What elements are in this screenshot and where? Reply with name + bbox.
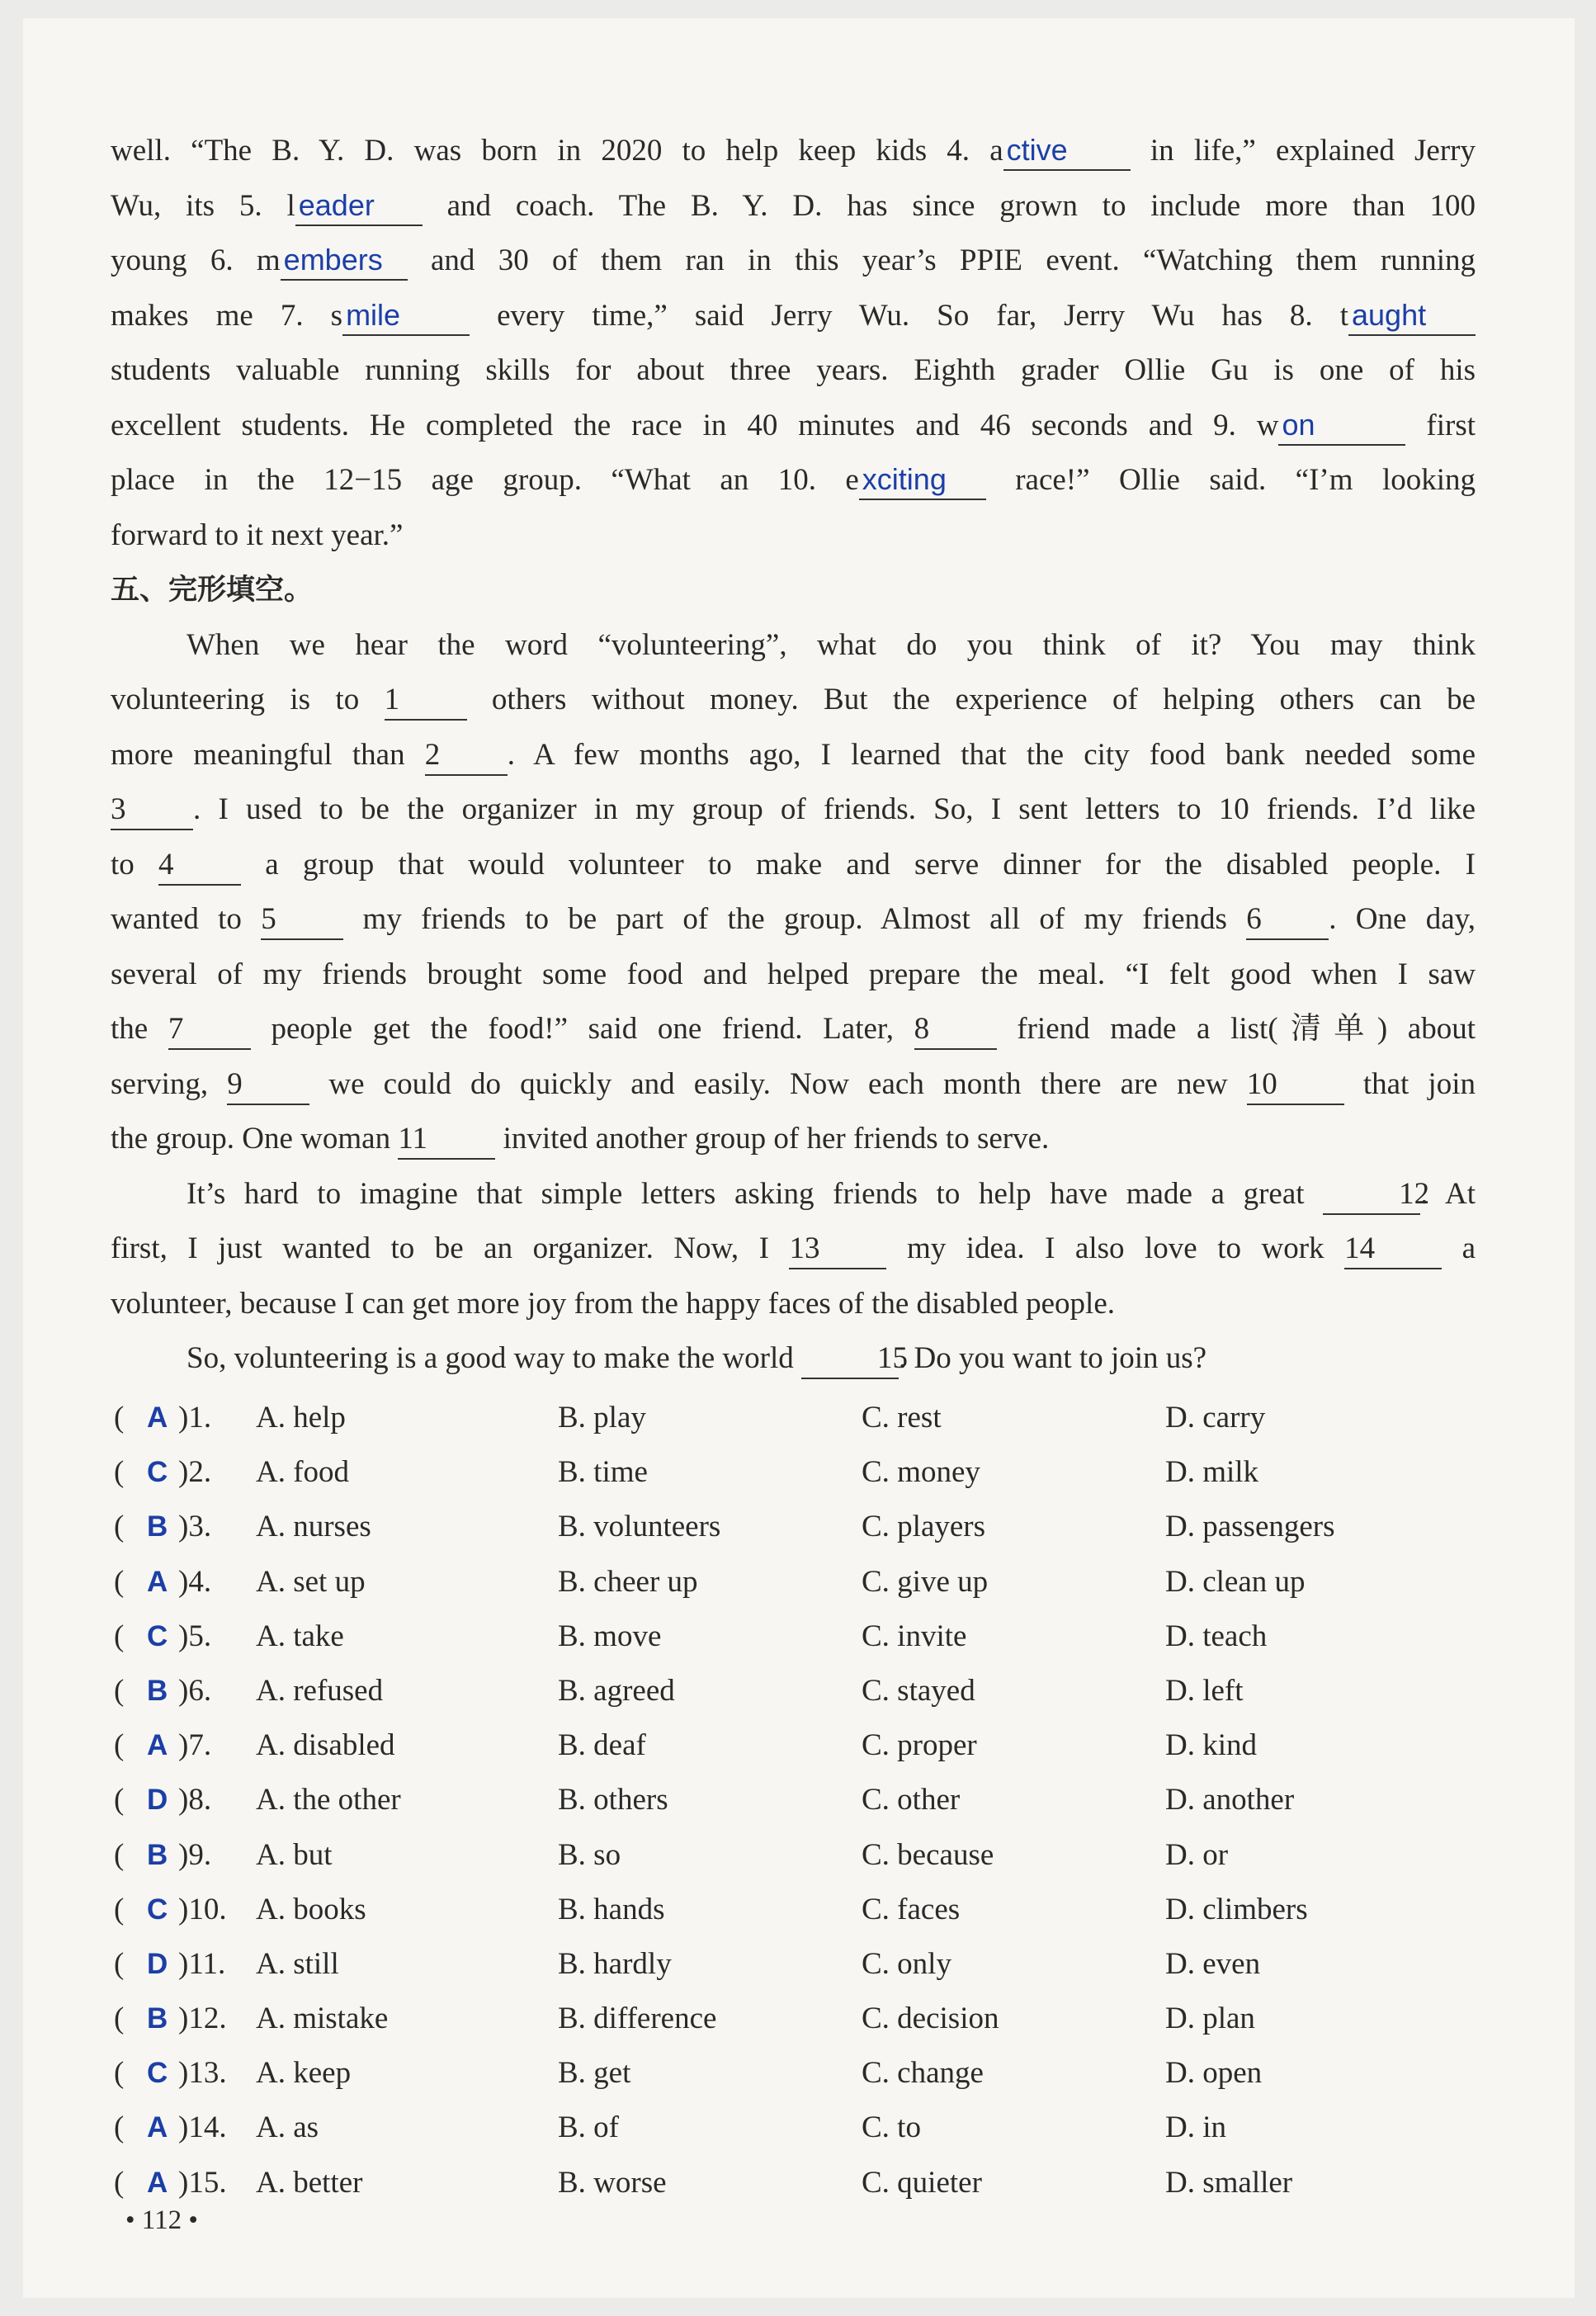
cloze-line: volunteer, because I can get more joy from the happy faces of the disabled people. — [111, 1286, 1115, 1321]
answer-choice[interactable]: B — [147, 1674, 168, 1707]
option-row: ( C )5. A. take B. move C. invite D. teach — [111, 1609, 1476, 1664]
answer-choice[interactable]: C — [147, 1456, 168, 1489]
option-row: ( C )10. A. books B. hands C. faces D. climbers — [111, 1883, 1476, 1937]
cloze-line: volunteering is to 1 others without money. But the experience of helping others can be — [111, 673, 1476, 728]
option-d: D. kind — [1165, 1728, 1257, 1763]
cloze-line: first, I just wanted to be an organizer. Now, I 13 my idea. I also love to work 14 a — [111, 1222, 1476, 1277]
option-row: ( D )11. A. still B. hardly C. only D. even — [111, 1937, 1476, 1992]
option-d: D. plan — [1165, 2002, 1255, 2036]
cloze-blank: 6 — [1246, 900, 1329, 940]
cloze-line: 3 . I used to be the organizer in my group of friends. So, I sent letters to 10 friends. I’d like — [111, 782, 1476, 838]
option-d: D. left — [1165, 1673, 1244, 1708]
passage — [111, 124, 1476, 1387]
option-c: C. decision — [862, 2002, 999, 2036]
option-b: B. volunteers — [558, 1510, 721, 1544]
answer-blank-7[interactable]: mile — [342, 296, 470, 336]
option-a: A. better — [256, 2165, 363, 2200]
option-c: C. invite — [862, 1619, 967, 1653]
option-row: ( A )15. A. better B. worse C. quieter D. smaller — [111, 2156, 1476, 2210]
cloze-line: the 7 people get the food!” said one friend. Later, 8 friend made a list(清单) about — [111, 1002, 1476, 1057]
option-c: C. give up — [862, 1564, 989, 1599]
cloze-line: more meaningful than 2 . A few months ago, I learned that the city food bank needed some — [111, 728, 1476, 783]
cloze-blank: 7 — [168, 1010, 251, 1050]
option-d: D. or — [1165, 1837, 1229, 1872]
option-d: D. milk — [1165, 1455, 1259, 1490]
cloze-blank: 8 — [914, 1010, 997, 1050]
passage-line: makes me 7. s mile every time,” said Jerry Wu. So far, Jerry Wu has 8. t aught — [111, 289, 1476, 344]
cloze-line: So, volunteering is a good way to make the world 15. Do you want to join us? — [111, 1331, 1476, 1387]
option-a: A. keep — [256, 2056, 352, 2091]
passage-line: place in the 12−15 age group. “What an 10. e xciting race!” Ollie said. “I’m looking — [111, 453, 1476, 508]
passage-line: Wu, its 5. l eader and coach. The B. Y. D. has since grown to include more than 100 — [111, 179, 1476, 234]
option-a: A. set up — [256, 1564, 366, 1599]
answer-choice[interactable]: B — [147, 2002, 168, 2035]
cloze-blank: 10 — [1247, 1066, 1344, 1105]
option-d: D. another — [1165, 1783, 1295, 1817]
passage-line: excellent students. He completed the race in 40 minutes and 46 seconds and 9. w on first — [111, 399, 1476, 454]
answer-choice[interactable]: C — [147, 1619, 168, 1652]
answer-choice[interactable]: C — [147, 2057, 168, 2090]
options-list — [111, 1391, 1476, 2210]
option-d: D. smaller — [1165, 2165, 1293, 2200]
option-b: B. hands — [558, 1892, 665, 1926]
option-row: ( B )6. A. refused B. agreed C. stayed D. left — [111, 1664, 1476, 1718]
option-a: A. nurses — [256, 1510, 371, 1544]
option-c: C. change — [862, 2056, 984, 2091]
option-b: B. play — [558, 1401, 646, 1435]
option-a: A. disabled — [256, 1728, 395, 1763]
passage-line: well. “The B. Y. D. was born in 2020 to help keep kids 4. a ctive in life,” explained Jerry — [111, 124, 1476, 179]
option-a: A. still — [256, 1946, 339, 1981]
cloze-blank: 12 — [1323, 1175, 1420, 1215]
answer-choice[interactable]: A — [147, 1401, 168, 1434]
answer-blank-5[interactable]: eader — [295, 187, 423, 226]
answer-choice[interactable]: A — [147, 1729, 168, 1762]
answer-choice[interactable]: A — [147, 2166, 168, 2199]
option-a: A. take — [256, 1619, 344, 1653]
cloze-line: the group. One woman 11 invited another group of her friends to serve. — [111, 1112, 1476, 1167]
option-row: ( A )14. A. as B. of C. to D. in — [111, 2101, 1476, 2155]
answer-choice[interactable]: A — [147, 2111, 168, 2144]
answer-choice[interactable]: C — [147, 1893, 168, 1926]
cloze-line: When we hear the word “volunteering”, what do you think of it? You may think — [187, 627, 1476, 662]
option-c: C. stayed — [862, 1673, 975, 1708]
cloze-blank: 9 — [227, 1066, 309, 1105]
answer-blank-8[interactable]: aught — [1348, 296, 1476, 336]
option-a: A. books — [256, 1892, 366, 1926]
option-c: C. money — [862, 1455, 980, 1490]
answer-blank-6[interactable]: embers — [281, 241, 408, 281]
option-d: D. passengers — [1165, 1510, 1335, 1544]
option-b: B. agreed — [558, 1673, 675, 1708]
option-row: ( C )13. A. keep B. get C. change D. open — [111, 2046, 1476, 2101]
option-a: A. food — [256, 1455, 350, 1490]
option-d: D. climbers — [1165, 1892, 1308, 1926]
cloze-blank: 2 — [425, 736, 508, 776]
answer-blank-9[interactable]: on — [1278, 406, 1405, 446]
option-a: A. help — [256, 1401, 346, 1435]
option-c: C. other — [862, 1783, 961, 1817]
cloze-blank: 13 — [789, 1230, 886, 1269]
option-c: C. quieter — [862, 2165, 982, 2200]
cloze-line: several of my friends brought some food and helped prepare the meal. “I felt good when I saw — [111, 957, 1476, 991]
option-c: C. players — [862, 1510, 986, 1544]
option-d: D. even — [1165, 1946, 1261, 1981]
option-a: A. the other — [256, 1783, 401, 1817]
answer-blank-4[interactable]: ctive — [1003, 131, 1131, 171]
passage-line: forward to it next year.” — [111, 518, 404, 552]
cloze-blank: 4 — [158, 846, 241, 886]
option-row: ( B )9. A. but B. so C. because D. or — [111, 1828, 1476, 1883]
option-b: B. so — [558, 1837, 621, 1872]
answer-choice[interactable]: B — [147, 1838, 168, 1871]
passage-line: students valuable running skills for about three years. Eighth grader Ollie Gu is one of his — [111, 353, 1476, 387]
cloze-blank: 15 — [801, 1340, 899, 1379]
option-row: ( C )2. A. food B. time C. money D. milk — [111, 1445, 1476, 1500]
section-title: 五、完形填空。 — [111, 574, 314, 607]
cloze-blank: 14 — [1344, 1230, 1442, 1269]
option-b: B. difference — [558, 2002, 717, 2036]
answer-choice[interactable]: B — [147, 1510, 168, 1543]
option-b: B. time — [558, 1455, 648, 1490]
answer-choice[interactable]: D — [147, 1784, 168, 1817]
option-row: ( D )8. A. the other B. others C. other D. another — [111, 1773, 1476, 1827]
answer-choice[interactable]: A — [147, 1565, 168, 1598]
option-b: B. of — [558, 2110, 619, 2145]
cloze-blank: 5 — [261, 900, 343, 940]
option-b: B. worse — [558, 2165, 667, 2200]
option-d: D. teach — [1165, 1619, 1268, 1653]
option-a: A. but — [256, 1837, 333, 1872]
page-number: • 112 • — [125, 2205, 198, 2235]
option-row: ( B )12. A. mistake B. difference C. decision D. plan — [111, 1992, 1476, 2046]
option-a: A. mistake — [256, 2002, 389, 2036]
cloze-line: to 4 a group that would volunteer to make and serve dinner for the disabled people. I — [111, 838, 1476, 893]
cloze-blank: 1 — [385, 681, 467, 721]
cloze-line: wanted to 5 my friends to be part of the group. Almost all of my friends 6 . One day, — [111, 892, 1476, 948]
option-b: B. cheer up — [558, 1564, 698, 1599]
option-b: B. hardly — [558, 1946, 672, 1981]
passage-line: young 6. m embers and 30 of them ran in this year’s PPIE event. “Watching them running — [111, 234, 1476, 289]
option-row: ( B )3. A. nurses B. volunteers C. players D. passengers — [111, 1500, 1476, 1554]
option-row: ( A )4. A. set up B. cheer up C. give up D. clean up — [111, 1555, 1476, 1609]
cloze-blank: 3 — [111, 791, 193, 830]
option-a: A. refused — [256, 1673, 384, 1708]
cloze-blank: 11 — [398, 1120, 495, 1160]
option-row: ( A )7. A. disabled B. deaf C. proper D. kind — [111, 1718, 1476, 1773]
option-row: ( A )1. A. help B. play C. rest D. carry — [111, 1391, 1476, 1445]
option-b: B. get — [558, 2056, 631, 2091]
option-b: B. move — [558, 1619, 662, 1653]
option-c: C. faces — [862, 1892, 961, 1926]
option-d: D. carry — [1165, 1401, 1266, 1435]
option-c: C. only — [862, 1946, 951, 1981]
option-c: C. proper — [862, 1728, 977, 1763]
option-b: B. deaf — [558, 1728, 646, 1763]
option-c: C. to — [862, 2110, 921, 2145]
option-d: D. in — [1165, 2110, 1226, 2145]
cloze-line: It’s hard to imagine that simple letters asking friends to help have made a great 12. At — [111, 1167, 1476, 1222]
answer-choice[interactable]: D — [147, 1947, 168, 1980]
option-b: B. others — [558, 1783, 668, 1817]
option-c: C. rest — [862, 1401, 942, 1435]
option-d: D. open — [1165, 2056, 1263, 2091]
answer-blank-10[interactable]: xciting — [859, 461, 986, 500]
cloze-line: serving, 9 we could do quickly and easily. Now each month there are new 10 that join — [111, 1057, 1476, 1113]
option-a: A. as — [256, 2110, 319, 2145]
option-c: C. because — [862, 1837, 994, 1872]
option-d: D. clean up — [1165, 1564, 1306, 1599]
